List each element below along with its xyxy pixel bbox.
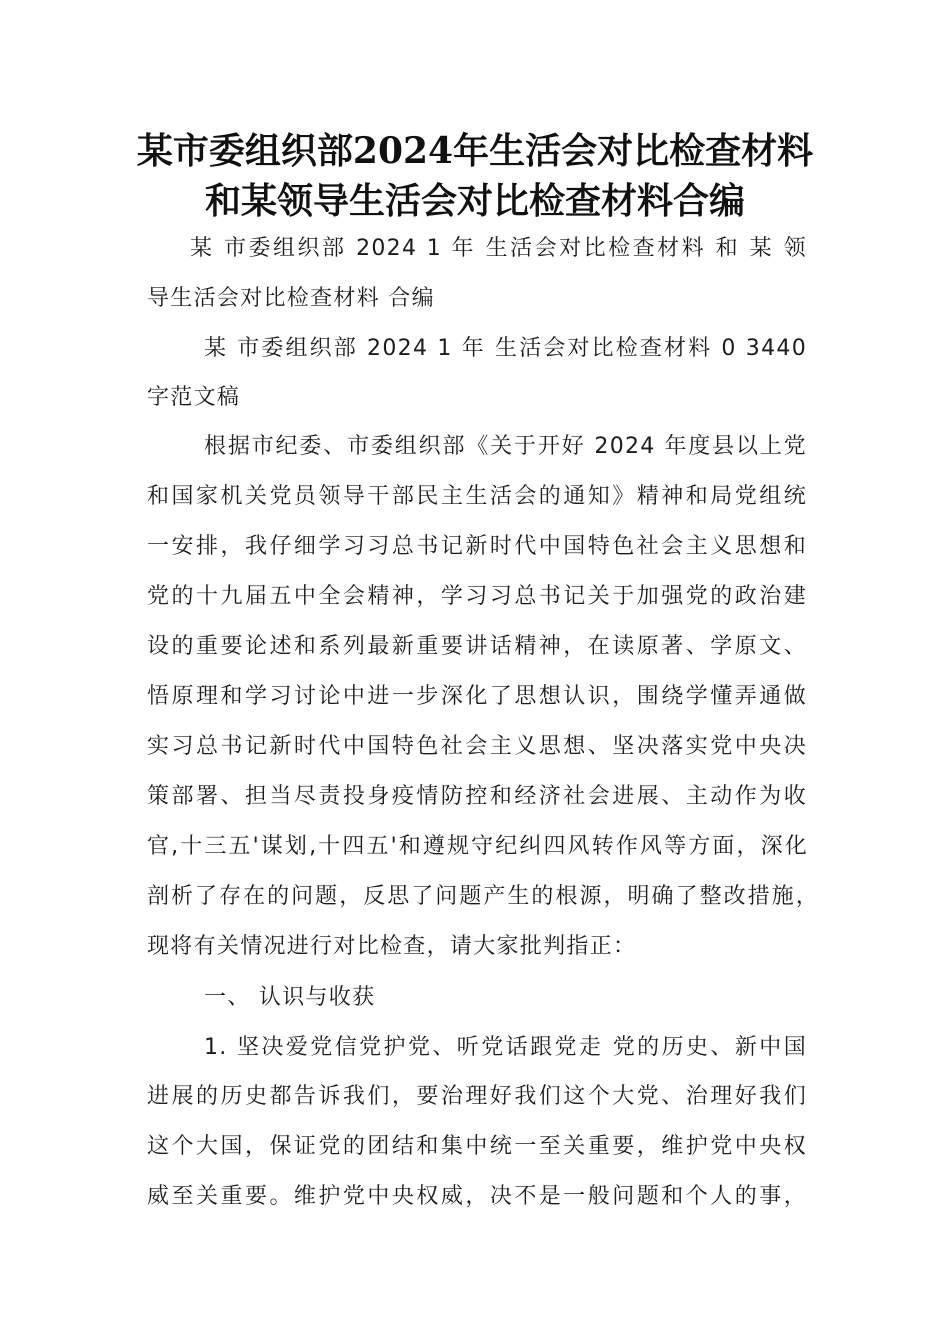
section-paragraph-line-1: 1. 坚决爱党信党护党、听党话跟党走 党的历史、新中国 — [204, 1035, 807, 1060]
paragraph-line-9: 官,十三五'谋划,十四五'和遵规守纪纠四风转作风等方面，深化 — [147, 834, 807, 859]
paragraph-line-6: 悟原理和学习讨论中进一步深化了思想认识，围绕学懂弄通做 — [147, 684, 807, 709]
section-paragraph-line-3: 这个大国，保证党的团结和集中统一至关重要，维护党中央权 — [147, 1134, 807, 1159]
document-title-line-2: 和某领导生活会对比检查材料合编 — [204, 180, 745, 222]
text-line-4: 字范文稿 — [147, 385, 241, 410]
paragraph-line-1: 根据市纪委、市委组织部《关于开好 2024 年度县以上党 — [204, 434, 807, 459]
paragraph-line-7: 实习总书记新时代中国特色社会主义思想、坚决落实党中央决 — [147, 734, 807, 759]
text-line-3: 某 市委组织部 2024 1 年 生活会对比检查材料 0 3440 — [204, 336, 807, 361]
paragraph-line-3: 一安排，我仔细学习习总书记新时代中国特色社会主义思想和 — [147, 534, 807, 559]
paragraph-line-4: 党的十九届五中全会精神，学习习总书记关于加强党的政治建 — [147, 584, 807, 609]
paragraph-line-8: 策部署、担当尽责投身疫情防控和经济社会进展、主动作为收 — [147, 784, 807, 809]
paragraph-line-2: 和国家机关党员领导干部民主生活会的通知》精神和局党组统 — [147, 484, 807, 509]
section-heading: 一、 认识与收获 — [204, 985, 376, 1010]
paragraph-line-10: 剖析了存在的问题，反思了问题产生的根源，明确了整改措施， — [147, 884, 819, 909]
section-paragraph-line-2: 进展的历史都告诉我们，要治理好我们这个大党、治理好我们 — [147, 1084, 807, 1109]
paragraph-line-11: 现将有关情况进行对比检查，请大家批判指正： — [147, 934, 637, 959]
text-line-2: 导生活会对比检查材料 合编 — [147, 286, 435, 311]
text-line-1: 某 市委组织部 2024 1 年 生活会对比检查材料 和 某 领 — [190, 236, 807, 261]
paragraph-line-5: 设的重要论述和系列最新重要讲话精神，在读原著、学原文、 — [147, 634, 807, 659]
document-title-line-1: 某市委组织部2024年生活会对比检查材料 — [136, 130, 814, 172]
section-paragraph-line-4: 威至关重要。维护党中央权威，决不是一般问题和个人的事， — [147, 1184, 807, 1209]
